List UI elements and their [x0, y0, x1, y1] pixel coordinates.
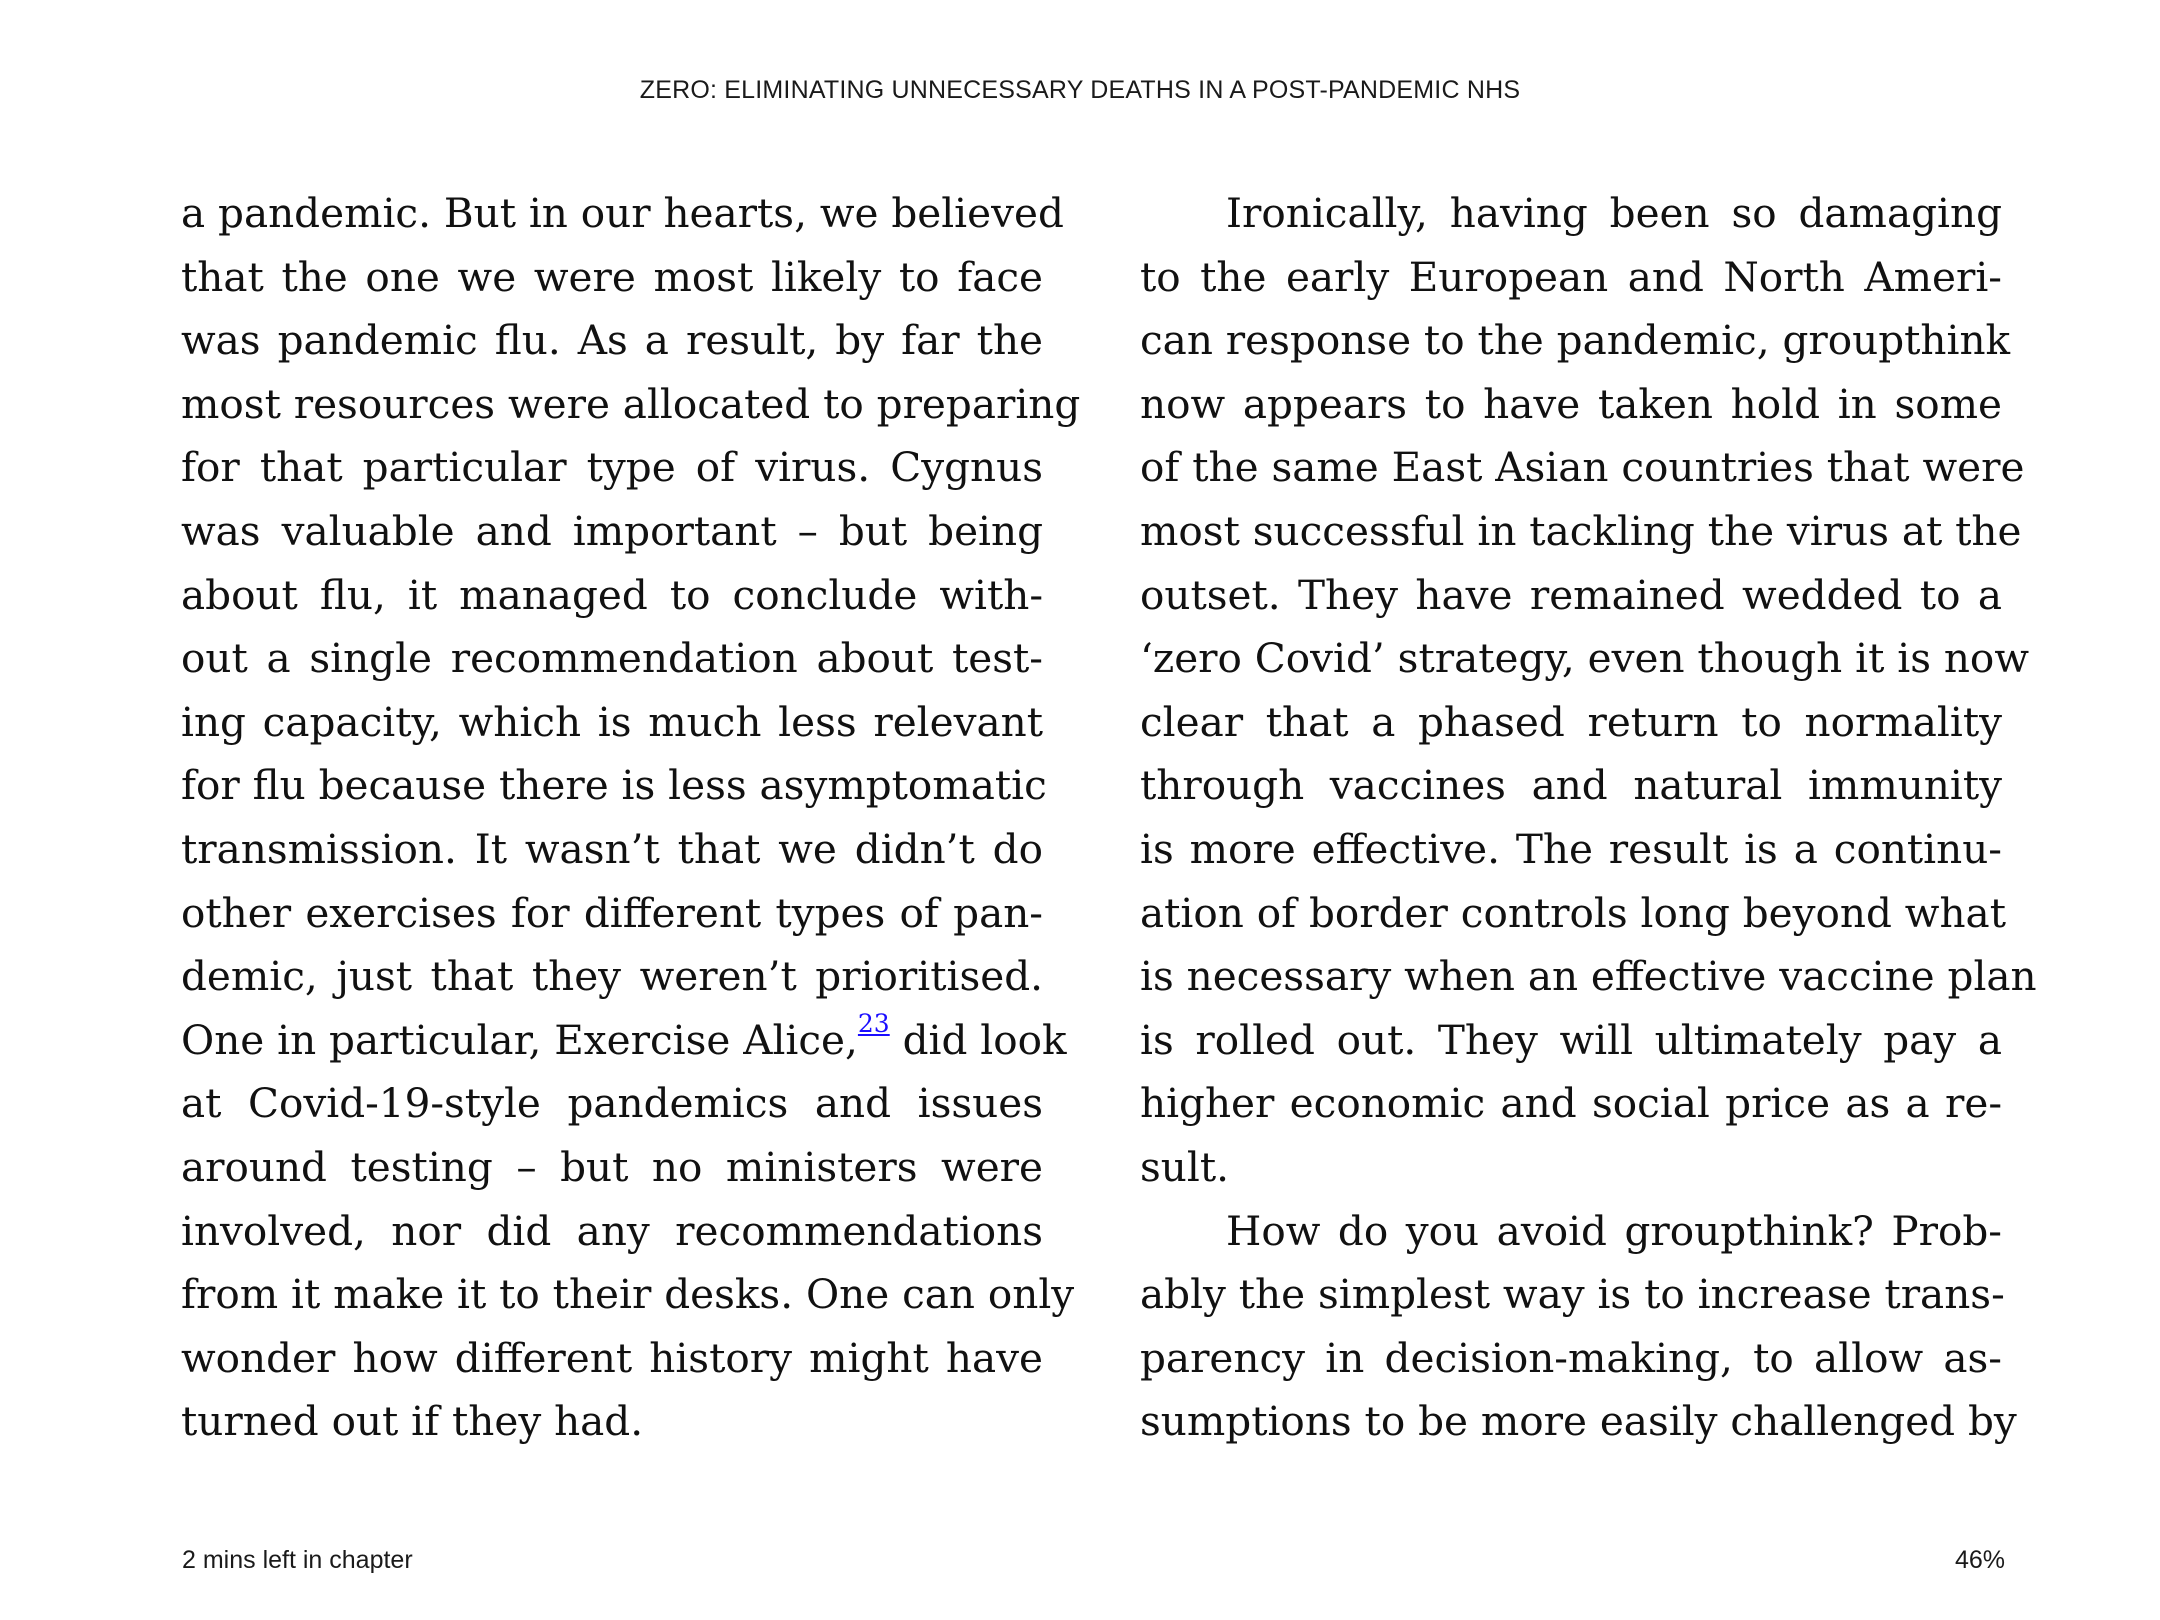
- text-line: is necessary when an effective vaccine plan: [1140, 952, 2037, 1001]
- text-line: outset. They have remained wedded to a: [1140, 570, 2002, 619]
- text-line: out a single recommendation about test-: [181, 634, 1043, 683]
- text-line: of the same East Asian countries that were: [1140, 443, 2025, 492]
- text-line: ing capacity, which is much less relevant: [181, 697, 1043, 746]
- text-line-with-footnote: [181, 1008, 1067, 1073]
- text-line: Ironically, having been so damaging: [1226, 189, 2002, 237]
- text-line: can response to the pandemic, groupthink: [1140, 316, 2011, 365]
- text-line: wonder how different history might have: [181, 1333, 1043, 1382]
- text-line: for that particular type of virus. Cygnus: [181, 443, 1043, 492]
- right-text-column: [1140, 182, 2037, 1454]
- footnote-link[interactable]: 23: [857, 1008, 890, 1038]
- text-line: from it make it to their desks. One can only: [181, 1270, 1075, 1319]
- text-line: parency in decision-making, to allow as-: [1140, 1333, 2002, 1382]
- text-line: ation of border controls long beyond what: [1140, 888, 2006, 937]
- text-line: other exercises for different types of pan-: [181, 888, 1043, 937]
- running-header-title: ZERO: ELIMINATING UNNECESSARY DEATHS IN A POST-PANDEMIC NHS: [639, 76, 1521, 104]
- left-text-column: [181, 182, 1081, 1454]
- text-line: most resources were allocated to preparing: [181, 379, 1081, 428]
- text-line: to the early European and North Ameri-: [1140, 252, 2002, 301]
- text-line: ably the simplest way is to increase trans-: [1140, 1270, 2005, 1319]
- text-line: sumptions to be more easily challenged by: [1140, 1397, 2017, 1446]
- text-line: was valuable and important – but being: [181, 506, 1043, 555]
- text-line: for flu because there is less asymptomatic: [181, 761, 1047, 810]
- text-line: involved, nor did any recommendations: [181, 1206, 1043, 1255]
- text-line: around testing – but no ministers were: [181, 1142, 1043, 1191]
- text-line: ‘zero Covid’ strategy, even though it is now: [1140, 634, 2029, 683]
- text-line: higher economic and social price as a re-: [1140, 1079, 2002, 1128]
- text-line: is rolled out. They will ultimately pay a: [1140, 1015, 2002, 1064]
- text-line: about flu, it managed to conclude with-: [181, 570, 1043, 619]
- text-line: most successful in tackling the virus at the: [1140, 506, 2022, 555]
- text-line: at Covid-19-style pandemics and issues: [181, 1079, 1043, 1128]
- text-line: sult.: [1140, 1142, 1229, 1191]
- text-line: now appears to have taken hold in some: [1140, 379, 2002, 428]
- text-line: is more effective. The result is a continu-: [1140, 824, 2002, 873]
- text-line: How do you avoid groupthink? Prob-: [1226, 1206, 2002, 1255]
- text-line: that the one we were most likely to face: [181, 252, 1043, 301]
- text-line: through vaccines and natural immunity: [1140, 761, 2002, 810]
- chapter-time-remaining: 2 mins left in chapter: [182, 1546, 413, 1574]
- text-line: turned out if they had.: [181, 1397, 644, 1446]
- text-line: was pandemic flu. As a result, by far the: [181, 316, 1043, 365]
- reading-progress-percent: 46%: [1954, 1546, 2005, 1574]
- text-line: clear that a phased return to normality: [1140, 697, 2002, 746]
- text-line: demic, just that they weren’t prioritised.: [181, 952, 1043, 1001]
- text-segment: One in particular, Exercise Alice,: [181, 1015, 858, 1064]
- text-line: transmission. It wasn’t that we didn’t do: [181, 824, 1043, 873]
- text-line: a pandemic. But in our hearts, we believed: [181, 189, 1064, 237]
- text-segment: did look: [889, 1015, 1067, 1064]
